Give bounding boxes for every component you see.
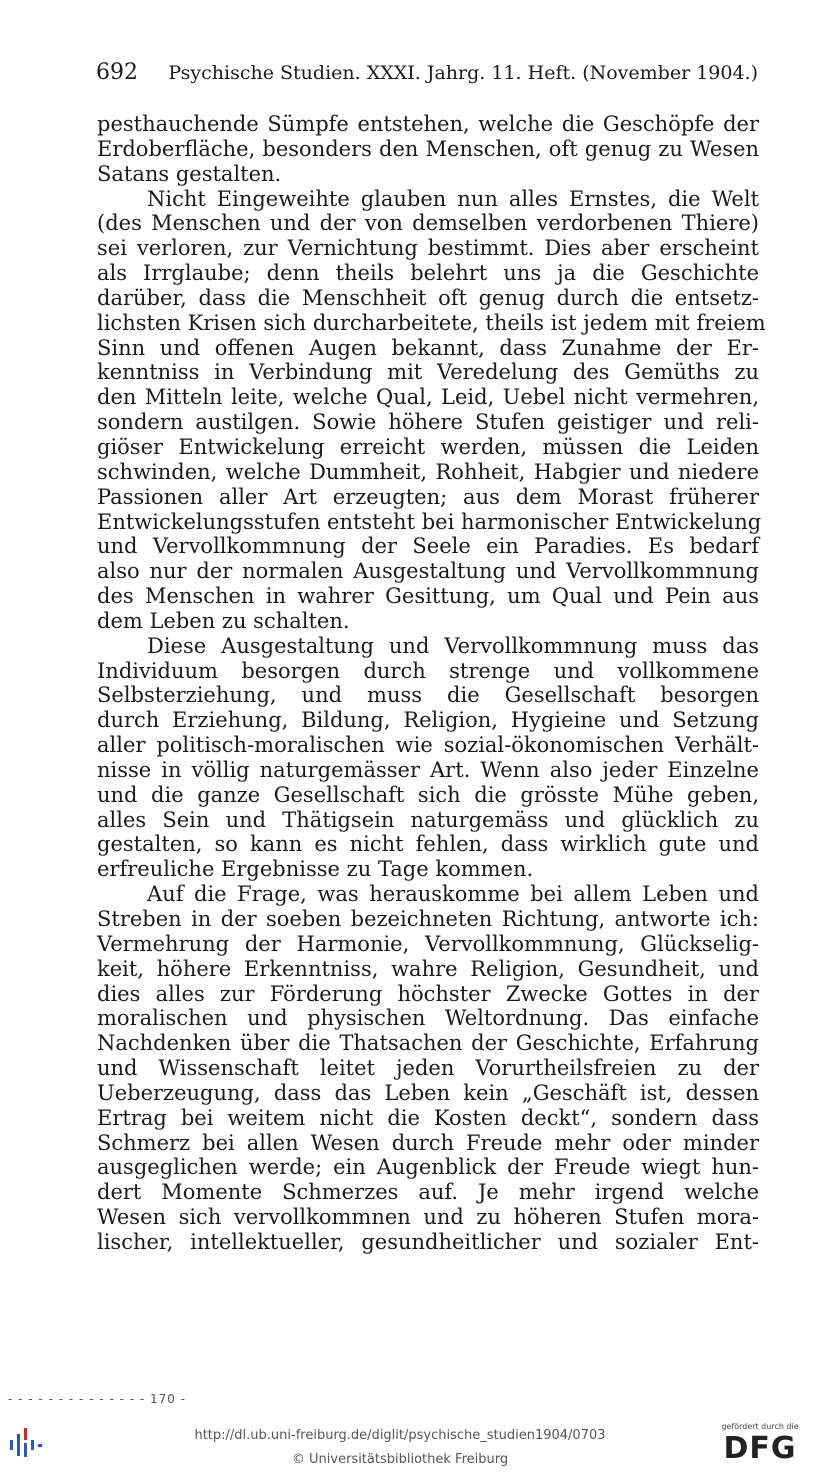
text-line: Sinn und offenen Augen bekannt, dass Zunahme der Er- <box>97 335 759 360</box>
text-line: alles Sein und Thätigsein naturgemäss und glücklich zu <box>97 807 759 832</box>
dfg-logo-icon: DFG <box>723 1431 797 1466</box>
text-line: dert Momente Schmerzes auf. Je mehr irgend welche <box>97 1180 759 1205</box>
text-line: sondern austilgen. Sowie höhere Stufen geistiger und reli- <box>97 410 759 435</box>
text-line: Streben in der soeben bezeichneten Richtung, antworte ich: <box>97 907 759 931</box>
dfg-caption: gefördert durch die <box>721 1422 799 1431</box>
text-line: und Wissenschaft leitet jeden Vorurtheilsfreien zu der <box>97 1056 759 1081</box>
text-line: des Menschen in wahrer Gesittung, um Qual und Pein aus <box>97 584 759 609</box>
dfg-funding-logo <box>717 1422 803 1466</box>
text-line: Ueberzeugung, dass das Leben kein „Geschäft ist, dessen <box>97 1080 759 1105</box>
running-header <box>96 58 758 88</box>
text-line: Auf die Frage, was herauskomme bei allem Leben und <box>147 882 759 907</box>
text-line: und die ganze Gesellschaft sich die grösste Mühe geben, <box>97 782 759 807</box>
library-footer <box>0 1416 813 1473</box>
text-line: erfreuliche Ergebnisse zu Tage kommen. <box>97 857 534 882</box>
text-line: Nachdenken über die Thatsachen der Geschichte, Erfahrung <box>97 1031 759 1056</box>
text-line: Satans gestalten. <box>97 161 282 186</box>
body-text <box>97 112 766 1255</box>
text-line: Schmerz bei allen Wesen durch Freude mehr oder minder <box>97 1130 759 1155</box>
text-line: schwinden, welche Dummheit, Rohheit, Habgier und niedere <box>97 459 759 484</box>
text-line: Passionen aller Art erzeugten; aus dem Morast früherer <box>97 484 759 509</box>
text-line: Vermehrung der Harmonie, Vervollkommnung, Glückselig- <box>97 931 759 956</box>
page-number: 692 <box>96 60 138 85</box>
text-line: Wesen sich vervollkommnen und zu höheren Stufen mora- <box>97 1205 759 1230</box>
text-line: Individuum besorgen durch strenge und vollkommene <box>97 658 759 683</box>
copyright-notice: © Universitätsbibliothek Freiburg <box>291 1452 509 1467</box>
permalink-url[interactable]: http://dl.ub.uni-freiburg.de/diglit/psychische_studien1904/0703 <box>194 1428 606 1443</box>
running-title: Psychische Studien. XXXI. Jahrg. 11. Heft. (November 1904.) <box>168 62 758 84</box>
ub-freiburg-logo-icon <box>6 1424 46 1468</box>
text-line: und Vervollkommnung der Seele ein Paradies. Es bedarf <box>97 534 759 559</box>
text-line: sei verloren, zur Vernichtung bestimmt. Dies aber erscheint <box>97 236 759 261</box>
text-line: also nur der normalen Ausgestaltung und Vervollkommnung <box>97 559 759 584</box>
scan-marks: - - - - - - - - - - - - - - 170 - <box>8 1392 187 1406</box>
text-line: gestalten, so kann es nicht fehlen, dass wirklich gute und <box>97 832 759 857</box>
text-line: kenntniss in Verbindung mit Veredelung des Gemüths zu <box>97 360 759 385</box>
text-line: als Irrglaube; denn theils belehrt uns ja die Geschichte <box>97 261 759 286</box>
text-line: durch Erziehung, Bildung, Religion, Hygieine und Setzung <box>97 708 759 733</box>
text-line: giöser Entwickelung erreicht werden, müssen die Leiden <box>97 434 759 459</box>
text-line: keit, höhere Erkenntniss, wahre Religion, Gesundheit, und <box>97 956 759 981</box>
text-line: Ertrag bei weitem nicht die Kosten deckt“, sondern dass <box>97 1105 759 1130</box>
text-line: Entwickelungsstufen entsteht bei harmonischer Entwickelung <box>97 509 762 534</box>
text-line: pesthauchende Sümpfe entstehen, welche die Geschöpfe der <box>97 112 759 136</box>
text-line: moralischen und physischen Weltordnung. Das einfache <box>97 1006 759 1031</box>
text-line: Diese Ausgestaltung und Vervollkommnung muss das <box>147 633 759 658</box>
text-line: aller politisch-moralischen wie sozial-ökonomischen Verhält- <box>97 733 759 758</box>
text-line: Nicht Eingeweihte glauben nun alles Ernstes, die Welt <box>147 186 759 211</box>
text-line: lischer, intellektueller, gesundheitlicher und sozialer Ent- <box>97 1229 759 1254</box>
text-line: ausgeglichen werde; ein Augenblick der Freude wiegt hun- <box>97 1155 759 1180</box>
text-line: Erdoberfläche, besonders den Menschen, oft genug zu Wesen <box>97 136 759 161</box>
text-line: (des Menschen und der von demselben verdorbenen Thiere) <box>97 211 759 236</box>
text-line: darüber, dass die Menschheit oft genug durch die entsetz- <box>97 285 759 310</box>
text-line: dies alles zur Förderung höchster Zwecke Gottes in der <box>97 981 759 1006</box>
text-line: dem Leben zu schalten. <box>97 608 350 633</box>
text-line: nisse in völlig naturgemässer Art. Wenn also jeder Einzelne <box>97 757 759 782</box>
text-line: Selbsterziehung, und muss die Gesellschaft besorgen <box>97 683 759 708</box>
text-line: lichsten Krisen sich durcharbeitete, theils ist jedem mit freiem <box>97 310 766 335</box>
text-line: den Mitteln leite, welche Qual, Leid, Uebel nicht vermehren, <box>97 385 759 410</box>
